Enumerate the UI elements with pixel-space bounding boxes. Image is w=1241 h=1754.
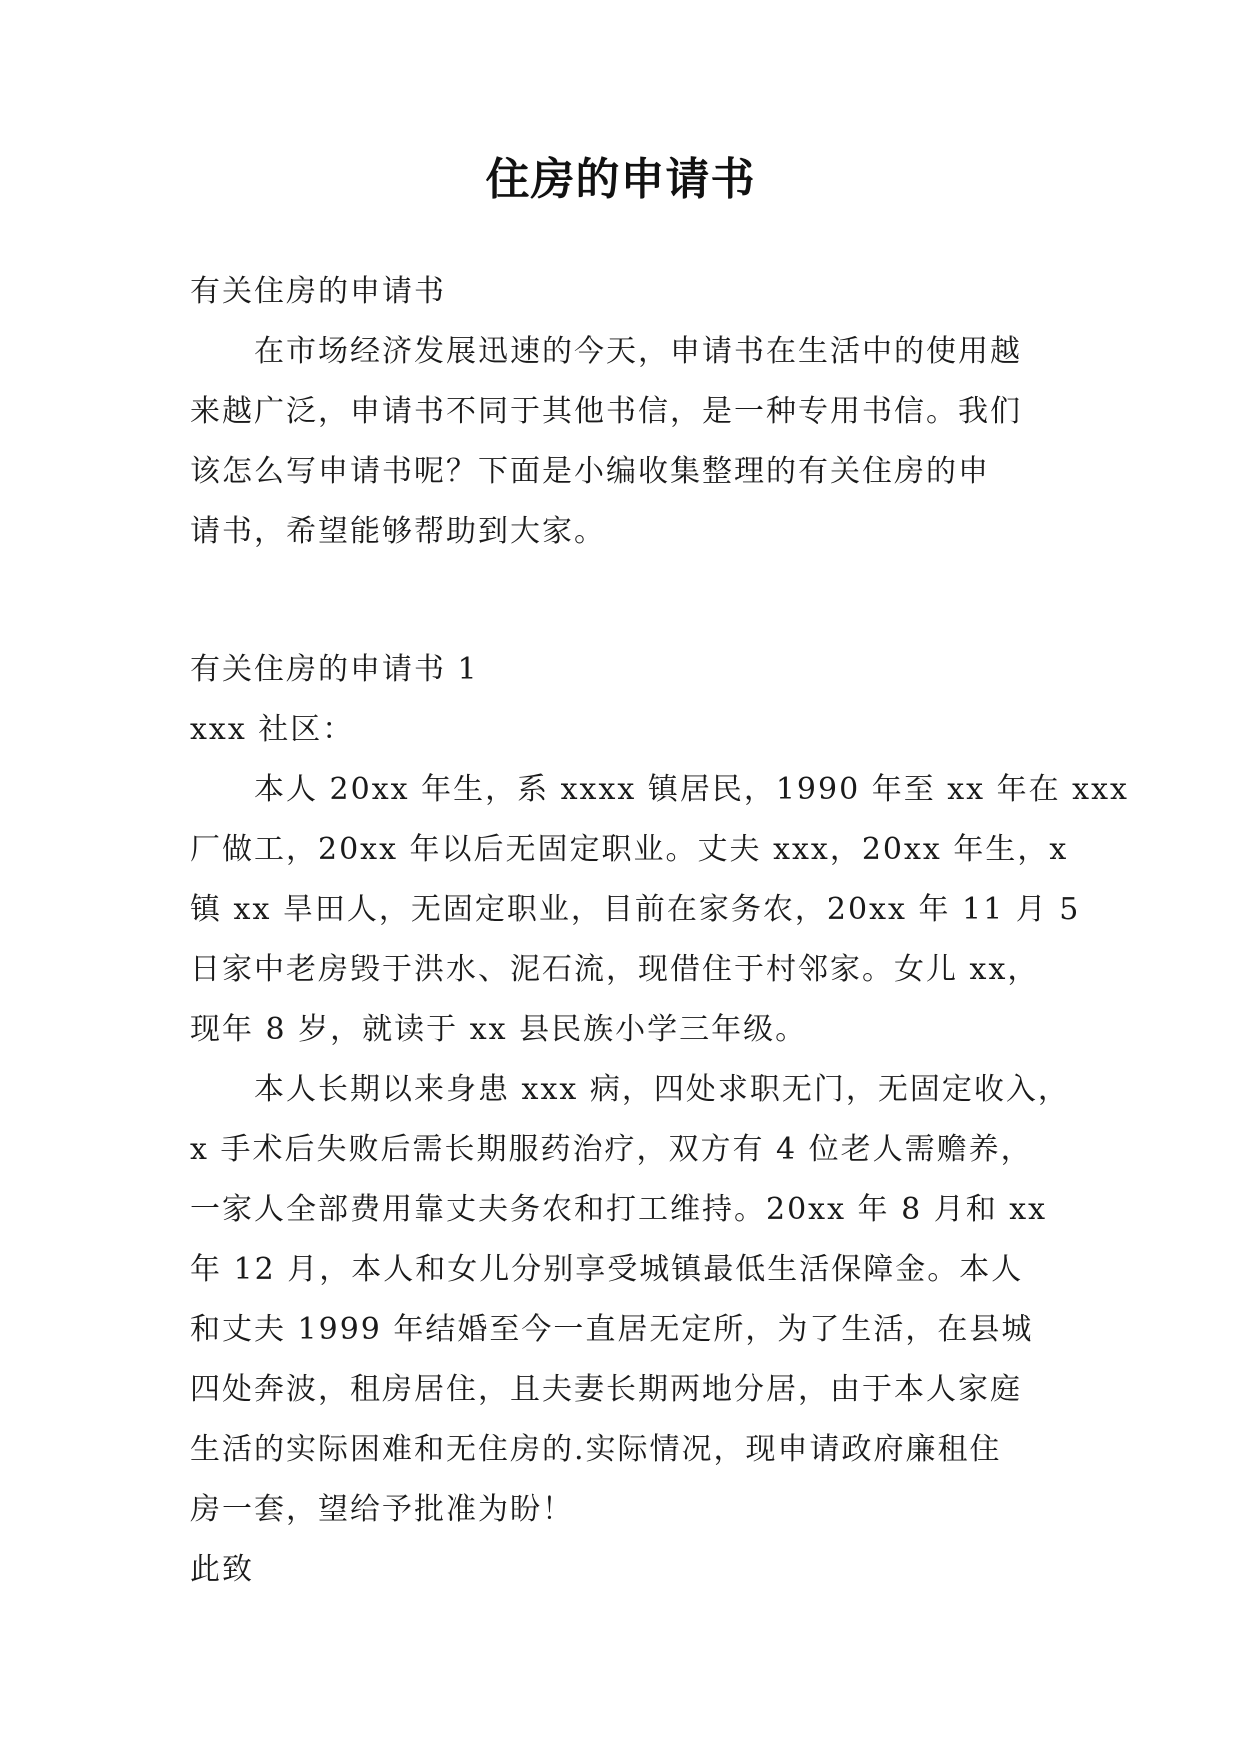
letter-heading: 有关住房的申请书 1 <box>190 652 479 687</box>
paragraph-1-line: 日家中老房毁于洪水、泥石流，现借住于村邻家。女儿 xx， <box>190 952 1040 987</box>
intro-heading: 有关住房的申请书 <box>190 274 446 309</box>
intro-section <box>190 262 1050 562</box>
paragraph-2-line: 和丈夫 1999 年结婚至今一直居无定所，为了生活，在县城 <box>190 1312 1034 1347</box>
paragraph-2-line: 一家人全部费用靠丈夫务农和打工维持。20xx 年 8 月和 xx <box>190 1192 1048 1227</box>
paragraph-2-line: 生活的实际困难和无住房的.实际情况，现申请政府廉租住 <box>190 1432 1002 1467</box>
closing: 此致 <box>190 1552 254 1587</box>
paragraph-2-line: 四处奔波，租房居住，且夫妻长期两地分居，由于本人家庭 <box>190 1372 1022 1407</box>
intro-line: 该怎么写申请书呢？下面是小编收集整理的有关住房的申 <box>190 454 990 489</box>
paragraph-1-line: 厂做工，20xx 年以后无固定职业。丈夫 xxx，20xx 年生，x <box>190 832 1069 867</box>
paragraph-1-line: 现年 8 岁，就读于 xx 县民族小学三年级。 <box>190 1012 808 1047</box>
intro-line: 来越广泛，申请书不同于其他书信，是一种专用书信。我们 <box>190 394 1022 429</box>
paragraph-2-line: 年 12 月，本人和女儿分别享受城镇最低生活保障金。本人 <box>190 1252 1024 1287</box>
document-title: 住房的申请书 <box>485 154 756 205</box>
paragraph-1-line: 镇 xx 旱田人，无固定职业，目前在家务农，20xx 年 11 月 5 <box>190 892 1081 927</box>
intro-line: 在市场经济发展迅速的今天，申请书在生活中的使用越 <box>254 334 1022 369</box>
salutation: xxx 社区： <box>190 712 355 747</box>
paragraph-2-line: 本人长期以来身患 xxx 病，四处求职无门，无固定收入， <box>254 1072 1070 1107</box>
paragraph-2-line: 房一套，望给予批准为盼！ <box>190 1492 574 1527</box>
paragraph-1-line: 本人 20xx 年生，系 xxxx 镇居民，1990 年至 xx 年在 xxx <box>254 772 1129 807</box>
paragraph-2-line: x 手术后失败后需长期服药治疗，双方有 4 位老人需赡养， <box>190 1132 1033 1167</box>
intro-line: 请书，希望能够帮助到大家。 <box>190 514 606 549</box>
letter-section <box>190 640 1129 1600</box>
